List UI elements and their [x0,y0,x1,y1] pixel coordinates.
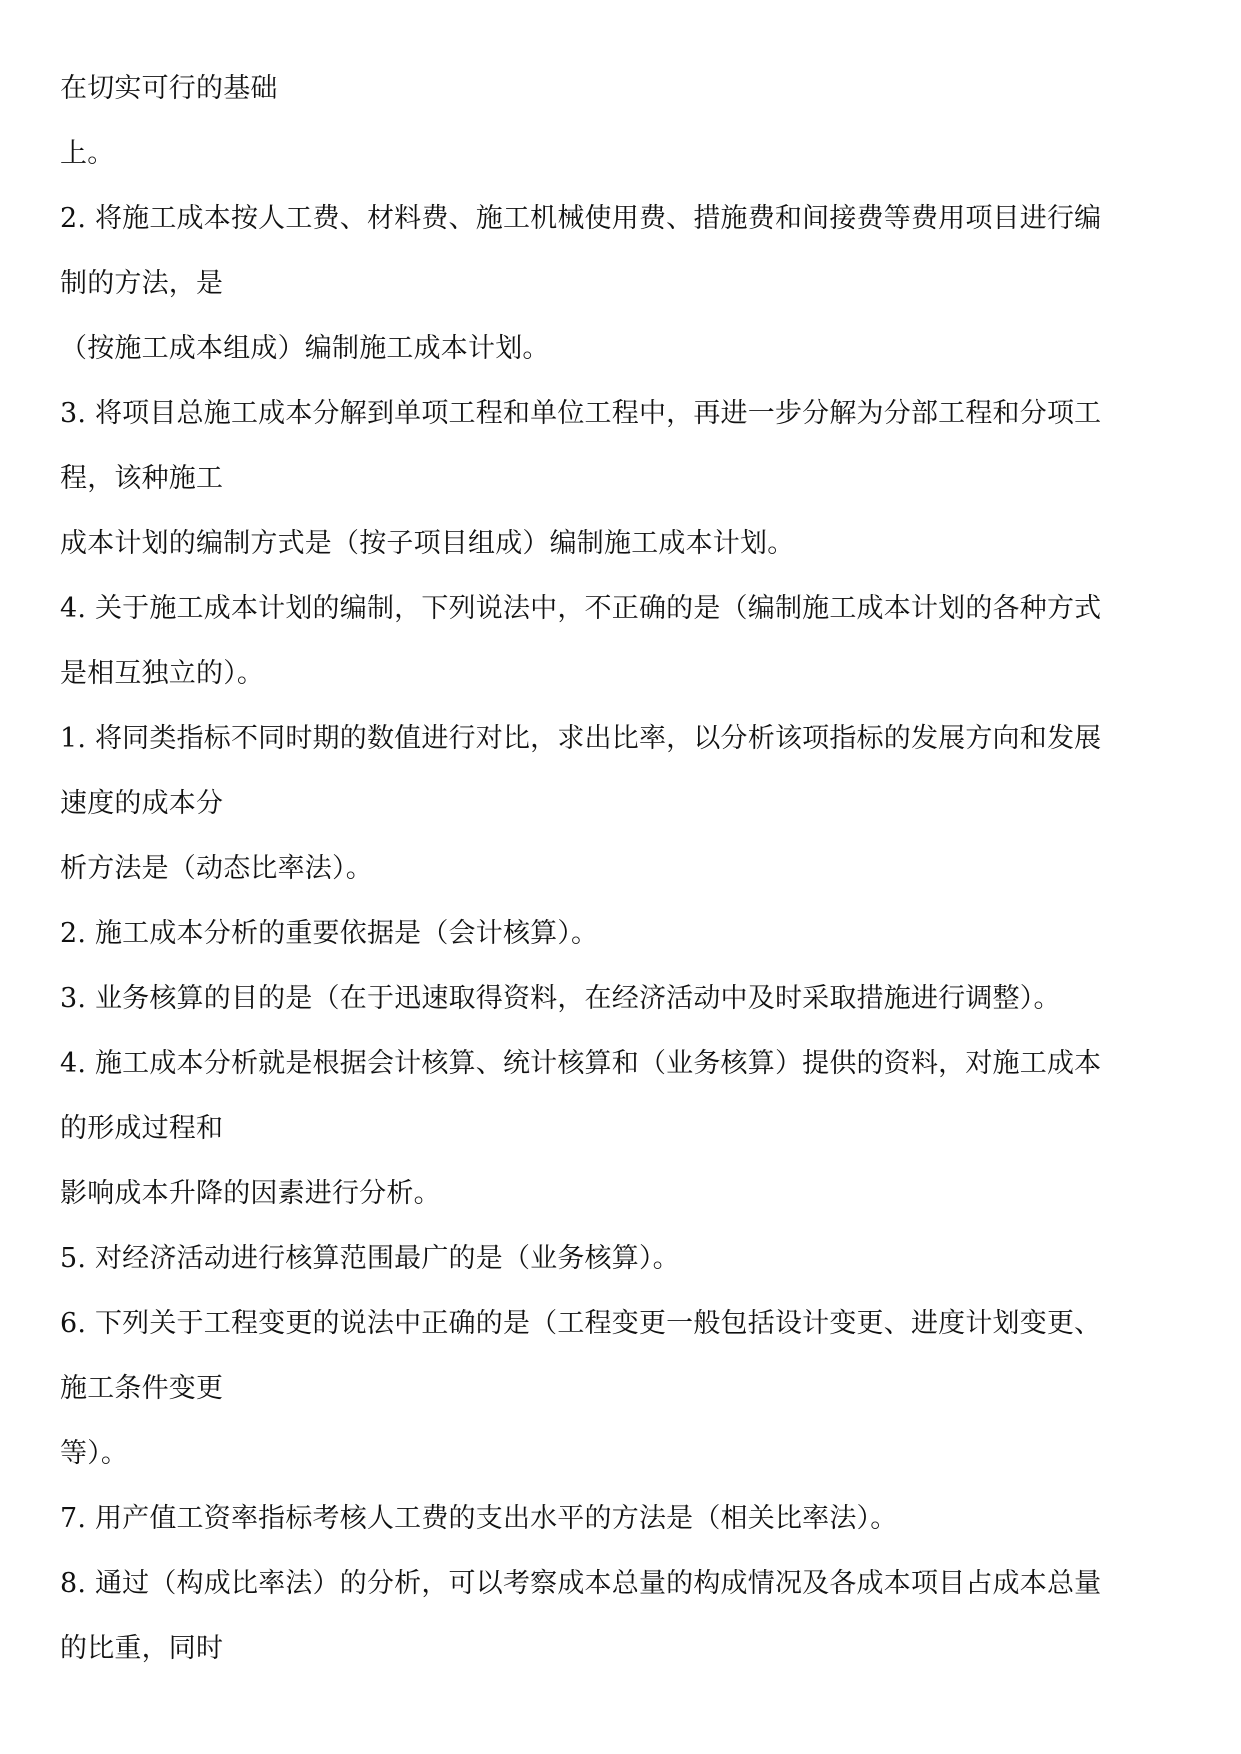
text-line: 影响成本升降的因素进行分析。 [60,1178,441,1209]
text-line: 2. 将施工成本按人工费、材料费、施工机械使用费、措施费和间接费等费用项目进行编 [60,203,1102,234]
text-line: 程，该种施工 [60,463,224,494]
text-line: 1. 将同类指标不同时期的数值进行对比，求出比率，以分析该项指标的发展方向和发展 [60,723,1102,754]
text-line: 制的方法，是 [60,268,224,299]
text-line: 是相互独立的）。 [60,658,265,689]
text-line: 成本计划的编制方式是（按子项目组成）编制施工成本计划。 [60,528,795,559]
text-line: 的形成过程和 [60,1113,224,1144]
text-line: 析方法是（动态比率法）。 [60,853,373,884]
text-line: （按施工成本组成）编制施工成本计划。 [60,333,550,364]
text-line: 8. 通过（构成比率法）的分析，可以考察成本总量的构成情况及各成本项目占成本总量 [60,1568,1102,1599]
text-line: 速度的成本分 [60,788,224,819]
text-line: 3. 业务核算的目的是（在于迅速取得资料，在经济活动中及时采取措施进行调整）。 [60,983,1061,1014]
text-line: 施工条件变更 [60,1373,224,1404]
text-line: 7. 用产值工资率指标考核人工费的支出水平的方法是（相关比率法）。 [60,1503,898,1534]
text-line: 上。 [60,138,115,169]
text-line: 3. 将项目总施工成本分解到单项工程和单位工程中，再进一步分解为分部工程和分项工 [60,398,1102,429]
text-line: 4. 施工成本分析就是根据会计核算、统计核算和（业务核算）提供的资料，对施工成本 [60,1048,1102,1079]
text-line: 2. 施工成本分析的重要依据是（会计核算）。 [60,918,599,949]
text-line: 的比重，同时 [60,1633,224,1664]
text-line: 4. 关于施工成本计划的编制，下列说法中，不正确的是（编制施工成本计划的各种方式 [60,593,1102,624]
text-line: 5. 对经济活动进行核算范围最广的是（业务核算）。 [60,1243,680,1274]
text-line: 在切实可行的基础 [60,73,278,104]
text-line: 等）。 [60,1438,129,1469]
text-line: 6. 下列关于工程变更的说法中正确的是（工程变更一般包括设计变更、进度计划变更、 [60,1308,1102,1339]
